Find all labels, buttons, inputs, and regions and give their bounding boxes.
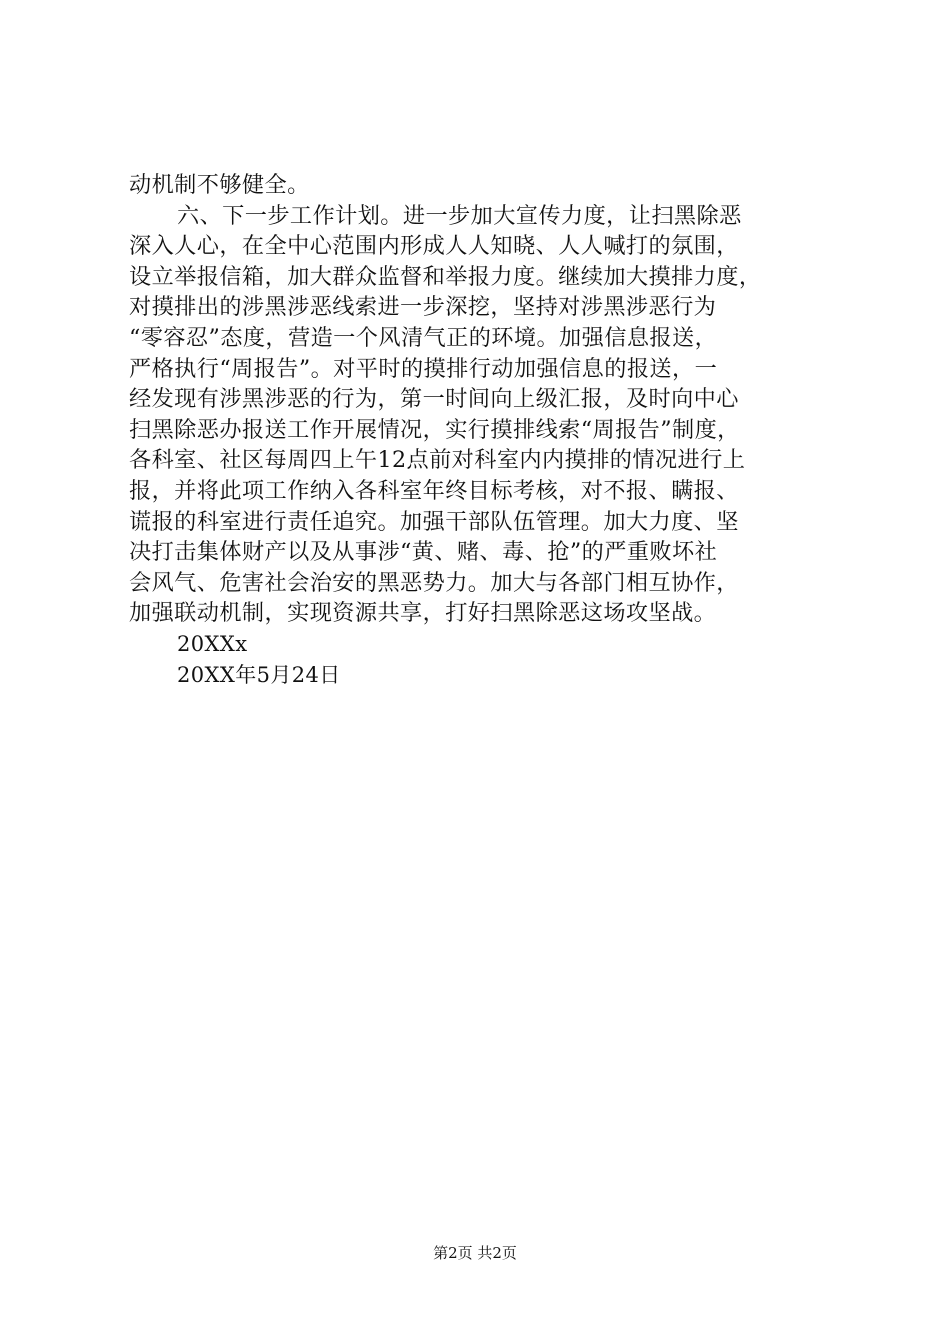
signature: 20XXx	[177, 631, 248, 656]
body-line: 决打击集体财产以及从事涉“黄、赌、毒、抢”的严重败坏社	[129, 539, 718, 566]
document-date: 20XX年5月24日	[177, 662, 341, 687]
body-line: 设立举报信箱，加大群众监督和举报力度。继续加大摸排力度，	[129, 263, 762, 290]
body-line: 扫黑除恶办报送工作开展情况，实行摸排线索“周报告”制度，	[129, 416, 740, 443]
body-line: 谎报的科室进行责任追究。加强干部队伍管理。加大力度、坚	[129, 508, 739, 535]
body-line: 严格执行“周报告”。对平时的摸排行动加强信息的报送，一	[129, 355, 718, 382]
body-line: 对摸排出的涉黑涉恶线索进一步深挖，坚持对涉黑涉恶行为	[129, 294, 717, 321]
document-body	[129, 170, 829, 690]
body-line: 经发现有涉黑涉恶的行为，第一时间向上级汇报，及时向中心	[129, 386, 739, 413]
body-line: 各科室、社区每周四上午12点前对科室内内摸排的情况进行上	[129, 447, 746, 474]
body-line: 动机制不够健全。	[129, 172, 310, 198]
body-line: 六、下一步工作计划。进一步加大宣传力度，让扫黑除恶	[177, 202, 742, 229]
page-number-footer: 第2页 共2页	[433, 1244, 517, 1262]
body-line: 报，并将此项工作纳入各科室年终目标考核，对不报、瞒报、	[129, 477, 739, 504]
body-line: 深入人心，在全中心范围内形成人人知晓、人人喊打的氛围，	[129, 233, 739, 260]
body-line: “零容忍”态度，营造一个风清气正的环境。加强信息报送，	[129, 324, 718, 351]
body-line: 会风气、危害社会治安的黑恶势力。加大与各部门相互协作，	[129, 569, 739, 596]
body-line: 加强联动机制，实现资源共享，打好扫黑除恶这场攻坚战。	[129, 600, 717, 627]
